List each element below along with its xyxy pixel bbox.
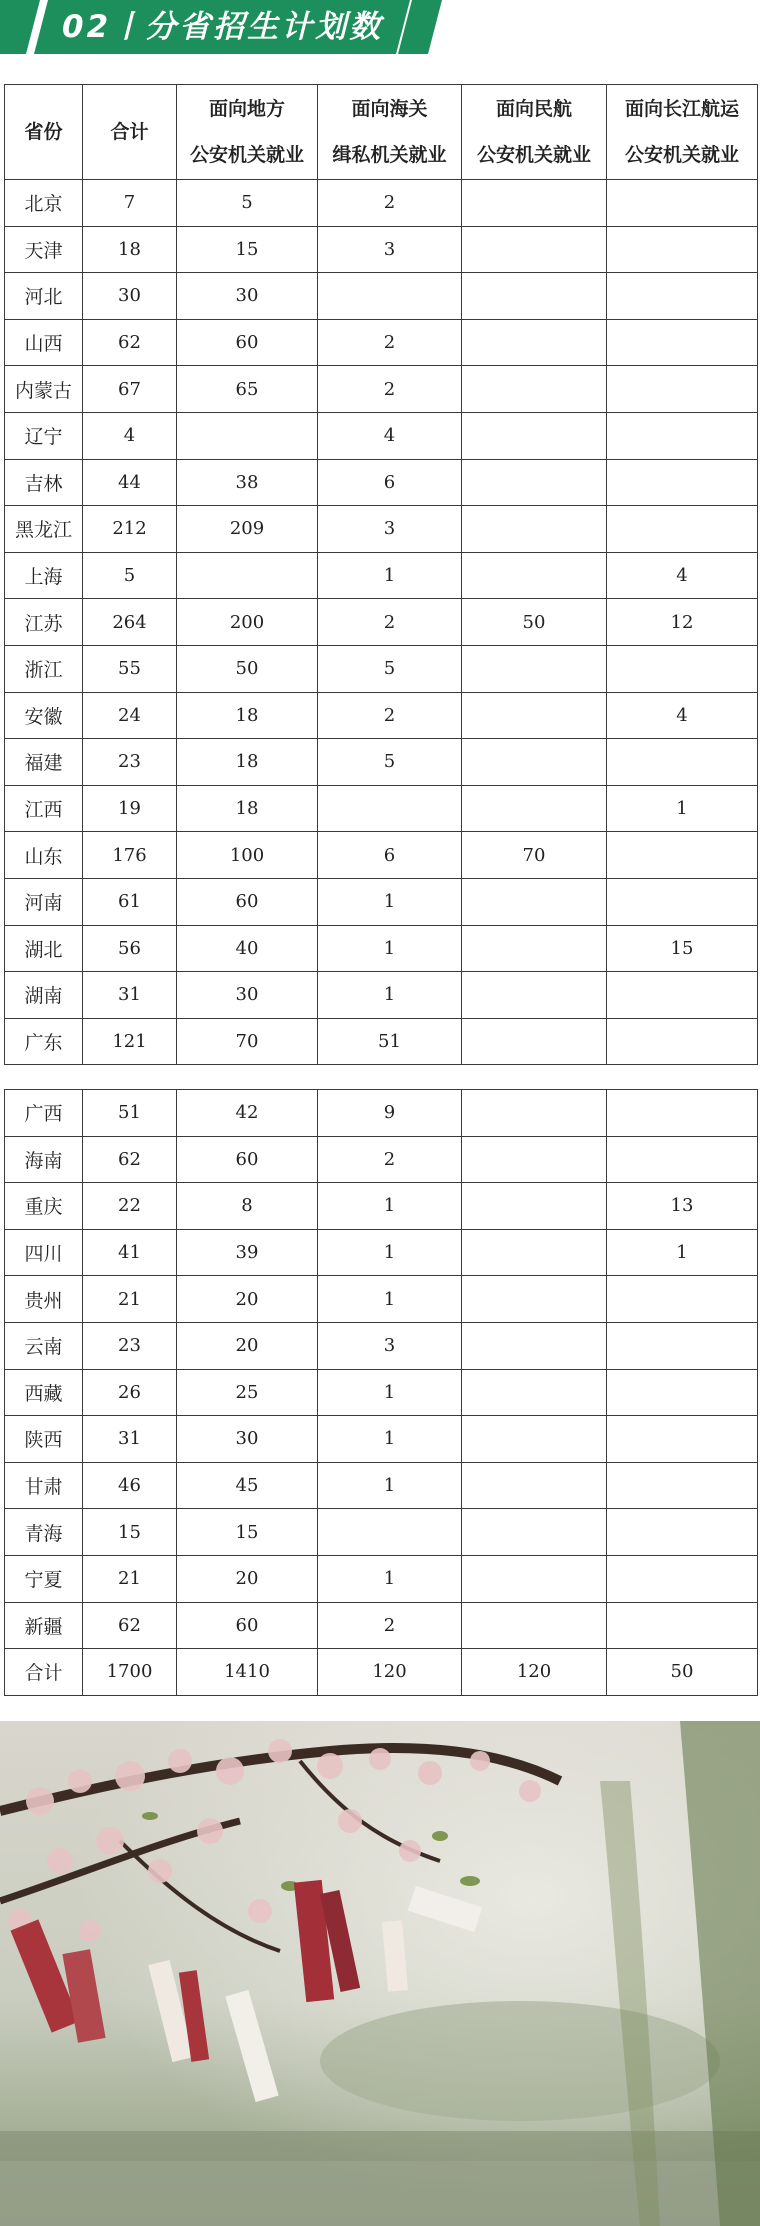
- cell-total: 18: [83, 226, 177, 273]
- table-row: [5, 1136, 758, 1183]
- table-row: [5, 273, 758, 320]
- cell-customs: 1: [318, 1462, 462, 1509]
- cell-province: 山西: [5, 319, 83, 366]
- enrollment-table-part1: [4, 84, 758, 1065]
- cell-total: 23: [83, 1322, 177, 1369]
- cell-province: 福建: [5, 739, 83, 786]
- cell-customs: 2: [318, 319, 462, 366]
- cell-total: 7: [83, 180, 177, 227]
- cell-yangtze: [607, 1555, 758, 1602]
- cell-aviation: [462, 459, 607, 506]
- cell-aviation: [462, 692, 607, 739]
- cell-aviation: [462, 506, 607, 553]
- cell-total: 26: [83, 1369, 177, 1416]
- table-row: [5, 599, 758, 646]
- cell-total: 31: [83, 1416, 177, 1463]
- cell-yangtze: [607, 739, 758, 786]
- cell-yangtze: [607, 412, 758, 459]
- cell-local: 15: [177, 1509, 318, 1556]
- cell-province: 西藏: [5, 1369, 83, 1416]
- cell-customs: 51: [318, 1018, 462, 1065]
- cell-yangtze: [607, 1322, 758, 1369]
- cell-total: 46: [83, 1462, 177, 1509]
- cell-yangtze: [607, 1416, 758, 1463]
- cell-yangtze: 1: [607, 785, 758, 832]
- cell-province: 重庆: [5, 1183, 83, 1230]
- cell-province: 湖南: [5, 972, 83, 1019]
- cell-customs: 2: [318, 599, 462, 646]
- cell-local: 42: [177, 1090, 318, 1137]
- cell-local: 39: [177, 1229, 318, 1276]
- table-row: [5, 506, 758, 553]
- cell-total: 41: [83, 1229, 177, 1276]
- table-row: [5, 459, 758, 506]
- cell-local: 20: [177, 1276, 318, 1323]
- cell-total: 22: [83, 1183, 177, 1230]
- cell-province: 合计: [5, 1649, 83, 1696]
- cell-local: 40: [177, 925, 318, 972]
- cell-yangtze: [607, 1090, 758, 1137]
- table-row: [5, 692, 758, 739]
- cell-customs: 6: [318, 832, 462, 879]
- table-total-row: [5, 1649, 758, 1696]
- cell-total: 24: [83, 692, 177, 739]
- table-row: [5, 878, 758, 925]
- cell-yangtze: 15: [607, 925, 758, 972]
- cell-local: 38: [177, 459, 318, 506]
- cell-local: [177, 552, 318, 599]
- cell-province: 甘肃: [5, 1462, 83, 1509]
- table-row: [5, 319, 758, 366]
- table-row: [5, 1276, 758, 1323]
- cell-yangtze: 4: [607, 552, 758, 599]
- cell-local: 5: [177, 180, 318, 227]
- cell-customs: 1: [318, 972, 462, 1019]
- cell-aviation: [462, 273, 607, 320]
- cell-total: 23: [83, 739, 177, 786]
- cell-total: 31: [83, 972, 177, 1019]
- cell-yangtze: [607, 459, 758, 506]
- cell-customs: 3: [318, 1322, 462, 1369]
- table-row: [5, 739, 758, 786]
- cell-province: 北京: [5, 180, 83, 227]
- cell-province: 江西: [5, 785, 83, 832]
- cell-local: 18: [177, 785, 318, 832]
- cell-yangtze: [607, 645, 758, 692]
- cell-customs: 4: [318, 412, 462, 459]
- cell-local: 20: [177, 1322, 318, 1369]
- cell-yangtze: 13: [607, 1183, 758, 1230]
- cell-aviation: [462, 1229, 607, 1276]
- cell-province: 上海: [5, 552, 83, 599]
- cell-customs: [318, 1509, 462, 1556]
- cell-aviation: [462, 1090, 607, 1137]
- cell-customs: 120: [318, 1649, 462, 1696]
- cell-aviation: [462, 226, 607, 273]
- cell-total: 121: [83, 1018, 177, 1065]
- cell-local: 60: [177, 1602, 318, 1649]
- cell-local: 100: [177, 832, 318, 879]
- table-row: [5, 1369, 758, 1416]
- cell-total: 15: [83, 1509, 177, 1556]
- cell-province: 广东: [5, 1018, 83, 1065]
- table-row: [5, 226, 758, 273]
- cell-yangtze: [607, 180, 758, 227]
- cell-customs: 1: [318, 1369, 462, 1416]
- table-row: [5, 552, 758, 599]
- cell-total: 4: [83, 412, 177, 459]
- cell-province: 吉林: [5, 459, 83, 506]
- col-header-aviation: 面向民航 公安机关就业: [462, 85, 607, 180]
- cell-customs: 2: [318, 1602, 462, 1649]
- cell-local: 70: [177, 1018, 318, 1065]
- cell-customs: 1: [318, 925, 462, 972]
- cell-customs: 2: [318, 366, 462, 413]
- cell-province: 河南: [5, 878, 83, 925]
- cell-total: 61: [83, 878, 177, 925]
- table-row: [5, 1322, 758, 1369]
- cell-customs: 1: [318, 552, 462, 599]
- cell-total: 5: [83, 552, 177, 599]
- table-row: [5, 645, 758, 692]
- cell-aviation: [462, 180, 607, 227]
- cell-local: 18: [177, 692, 318, 739]
- cell-customs: 1: [318, 1229, 462, 1276]
- cell-aviation: [462, 552, 607, 599]
- table-row: [5, 180, 758, 227]
- cell-local: 15: [177, 226, 318, 273]
- cell-aviation: [462, 1602, 607, 1649]
- cell-total: 62: [83, 1602, 177, 1649]
- cell-aviation: [462, 972, 607, 1019]
- cell-province: 宁夏: [5, 1555, 83, 1602]
- table-header-row: [5, 85, 758, 180]
- cell-aviation: 50: [462, 599, 607, 646]
- col-header-total: 合计: [83, 85, 177, 180]
- cell-province: 青海: [5, 1509, 83, 1556]
- cell-yangtze: [607, 1018, 758, 1065]
- cell-aviation: [462, 878, 607, 925]
- cell-total: 30: [83, 273, 177, 320]
- table-row: [5, 832, 758, 879]
- col-header-province: 省份: [5, 85, 83, 180]
- cell-yangtze: [607, 1509, 758, 1556]
- cell-total: 67: [83, 366, 177, 413]
- cell-province: 贵州: [5, 1276, 83, 1323]
- cell-local: 20: [177, 1555, 318, 1602]
- col-header-local: 面向地方 公安机关就业: [177, 85, 318, 180]
- cell-yangtze: [607, 1369, 758, 1416]
- table-row: [5, 1183, 758, 1230]
- table-row: [5, 1090, 758, 1137]
- cell-customs: 1: [318, 1183, 462, 1230]
- cell-province: 河北: [5, 273, 83, 320]
- cell-province: 四川: [5, 1229, 83, 1276]
- table-row: [5, 366, 758, 413]
- cell-customs: [318, 273, 462, 320]
- cell-yangtze: [607, 1136, 758, 1183]
- cell-aviation: [462, 366, 607, 413]
- cell-customs: 5: [318, 645, 462, 692]
- cell-customs: 6: [318, 459, 462, 506]
- cell-aviation: [462, 1183, 607, 1230]
- table-row: [5, 925, 758, 972]
- cell-total: 51: [83, 1090, 177, 1137]
- cell-yangtze: [607, 506, 758, 553]
- cell-aviation: [462, 785, 607, 832]
- table-row: [5, 1018, 758, 1065]
- cell-local: 30: [177, 972, 318, 1019]
- col-header-yangtze: 面向长江航运 公安机关就业: [607, 85, 758, 180]
- cell-customs: 1: [318, 1416, 462, 1463]
- cell-yangtze: 4: [607, 692, 758, 739]
- table-row: [5, 1509, 758, 1556]
- table-row: [5, 1462, 758, 1509]
- cell-local: [177, 412, 318, 459]
- cell-customs: 9: [318, 1090, 462, 1137]
- cell-local: 200: [177, 599, 318, 646]
- cell-customs: 2: [318, 1136, 462, 1183]
- cell-aviation: 70: [462, 832, 607, 879]
- cell-aviation: [462, 1322, 607, 1369]
- cell-local: 30: [177, 1416, 318, 1463]
- cell-total: 55: [83, 645, 177, 692]
- table-row: [5, 785, 758, 832]
- cell-aviation: [462, 319, 607, 366]
- cell-aviation: [462, 739, 607, 786]
- cell-province: 湖北: [5, 925, 83, 972]
- cell-province: 云南: [5, 1322, 83, 1369]
- cell-total: 176: [83, 832, 177, 879]
- cherry-blossom-photo: [0, 1721, 760, 2226]
- cell-province: 安徽: [5, 692, 83, 739]
- cell-yangtze: [607, 1602, 758, 1649]
- cell-aviation: [462, 925, 607, 972]
- cell-customs: 3: [318, 506, 462, 553]
- cell-customs: 1: [318, 878, 462, 925]
- cell-aviation: [462, 1369, 607, 1416]
- cell-aviation: [462, 1018, 607, 1065]
- cell-aviation: [462, 412, 607, 459]
- cell-local: 30: [177, 273, 318, 320]
- cell-yangtze: 1: [607, 1229, 758, 1276]
- cell-total: 56: [83, 925, 177, 972]
- cell-province: 海南: [5, 1136, 83, 1183]
- cell-customs: [318, 785, 462, 832]
- cell-local: 60: [177, 1136, 318, 1183]
- cell-local: 60: [177, 319, 318, 366]
- cell-yangtze: [607, 319, 758, 366]
- cell-total: 21: [83, 1555, 177, 1602]
- cell-total: 1700: [83, 1649, 177, 1696]
- table-row: [5, 1602, 758, 1649]
- cell-customs: 1: [318, 1276, 462, 1323]
- cell-yangtze: [607, 972, 758, 1019]
- cell-yangtze: [607, 832, 758, 879]
- cell-yangtze: 12: [607, 599, 758, 646]
- cell-total: 19: [83, 785, 177, 832]
- table-row: [5, 1416, 758, 1463]
- table-row: [5, 1555, 758, 1602]
- cell-aviation: 120: [462, 1649, 607, 1696]
- cell-local: 18: [177, 739, 318, 786]
- cell-customs: 5: [318, 739, 462, 786]
- cell-local: 209: [177, 506, 318, 553]
- table-row: [5, 1229, 758, 1276]
- cell-province: 山东: [5, 832, 83, 879]
- cell-province: 内蒙古: [5, 366, 83, 413]
- cell-total: 212: [83, 506, 177, 553]
- cell-local: 8: [177, 1183, 318, 1230]
- cell-province: 浙江: [5, 645, 83, 692]
- cell-province: 黑龙江: [5, 506, 83, 553]
- cell-yangtze: [607, 1462, 758, 1509]
- table-row: [5, 412, 758, 459]
- cell-aviation: [462, 1509, 607, 1556]
- cell-local: 50: [177, 645, 318, 692]
- cell-province: 天津: [5, 226, 83, 273]
- cell-local: 65: [177, 366, 318, 413]
- cell-aviation: [462, 645, 607, 692]
- cell-total: 62: [83, 1136, 177, 1183]
- cell-total: 21: [83, 1276, 177, 1323]
- cell-total: 264: [83, 599, 177, 646]
- cell-province: 江苏: [5, 599, 83, 646]
- cell-local: 45: [177, 1462, 318, 1509]
- cell-customs: 3: [318, 226, 462, 273]
- enrollment-table-part2: [4, 1089, 758, 1696]
- cell-customs: 2: [318, 692, 462, 739]
- cell-customs: 2: [318, 180, 462, 227]
- cell-yangtze: [607, 878, 758, 925]
- cell-total: 62: [83, 319, 177, 366]
- col-header-customs: 面向海关 缉私机关就业: [318, 85, 462, 180]
- cell-aviation: [462, 1276, 607, 1323]
- cell-yangtze: 50: [607, 1649, 758, 1696]
- cell-yangtze: [607, 273, 758, 320]
- cell-province: 广西: [5, 1090, 83, 1137]
- section-header: [0, 0, 442, 54]
- table-row: [5, 972, 758, 1019]
- cell-aviation: [462, 1462, 607, 1509]
- cell-total: 44: [83, 459, 177, 506]
- cell-customs: 1: [318, 1555, 462, 1602]
- cell-local: 1410: [177, 1649, 318, 1696]
- cell-province: 新疆: [5, 1602, 83, 1649]
- cell-yangtze: [607, 1276, 758, 1323]
- cell-aviation: [462, 1555, 607, 1602]
- cell-local: 25: [177, 1369, 318, 1416]
- cell-aviation: [462, 1416, 607, 1463]
- cell-yangtze: [607, 366, 758, 413]
- cell-aviation: [462, 1136, 607, 1183]
- cell-local: 60: [177, 878, 318, 925]
- cell-yangtze: [607, 226, 758, 273]
- cell-province: 陕西: [5, 1416, 83, 1463]
- header-title: 02丨分省招生计划数: [62, 9, 384, 45]
- cell-province: 辽宁: [5, 412, 83, 459]
